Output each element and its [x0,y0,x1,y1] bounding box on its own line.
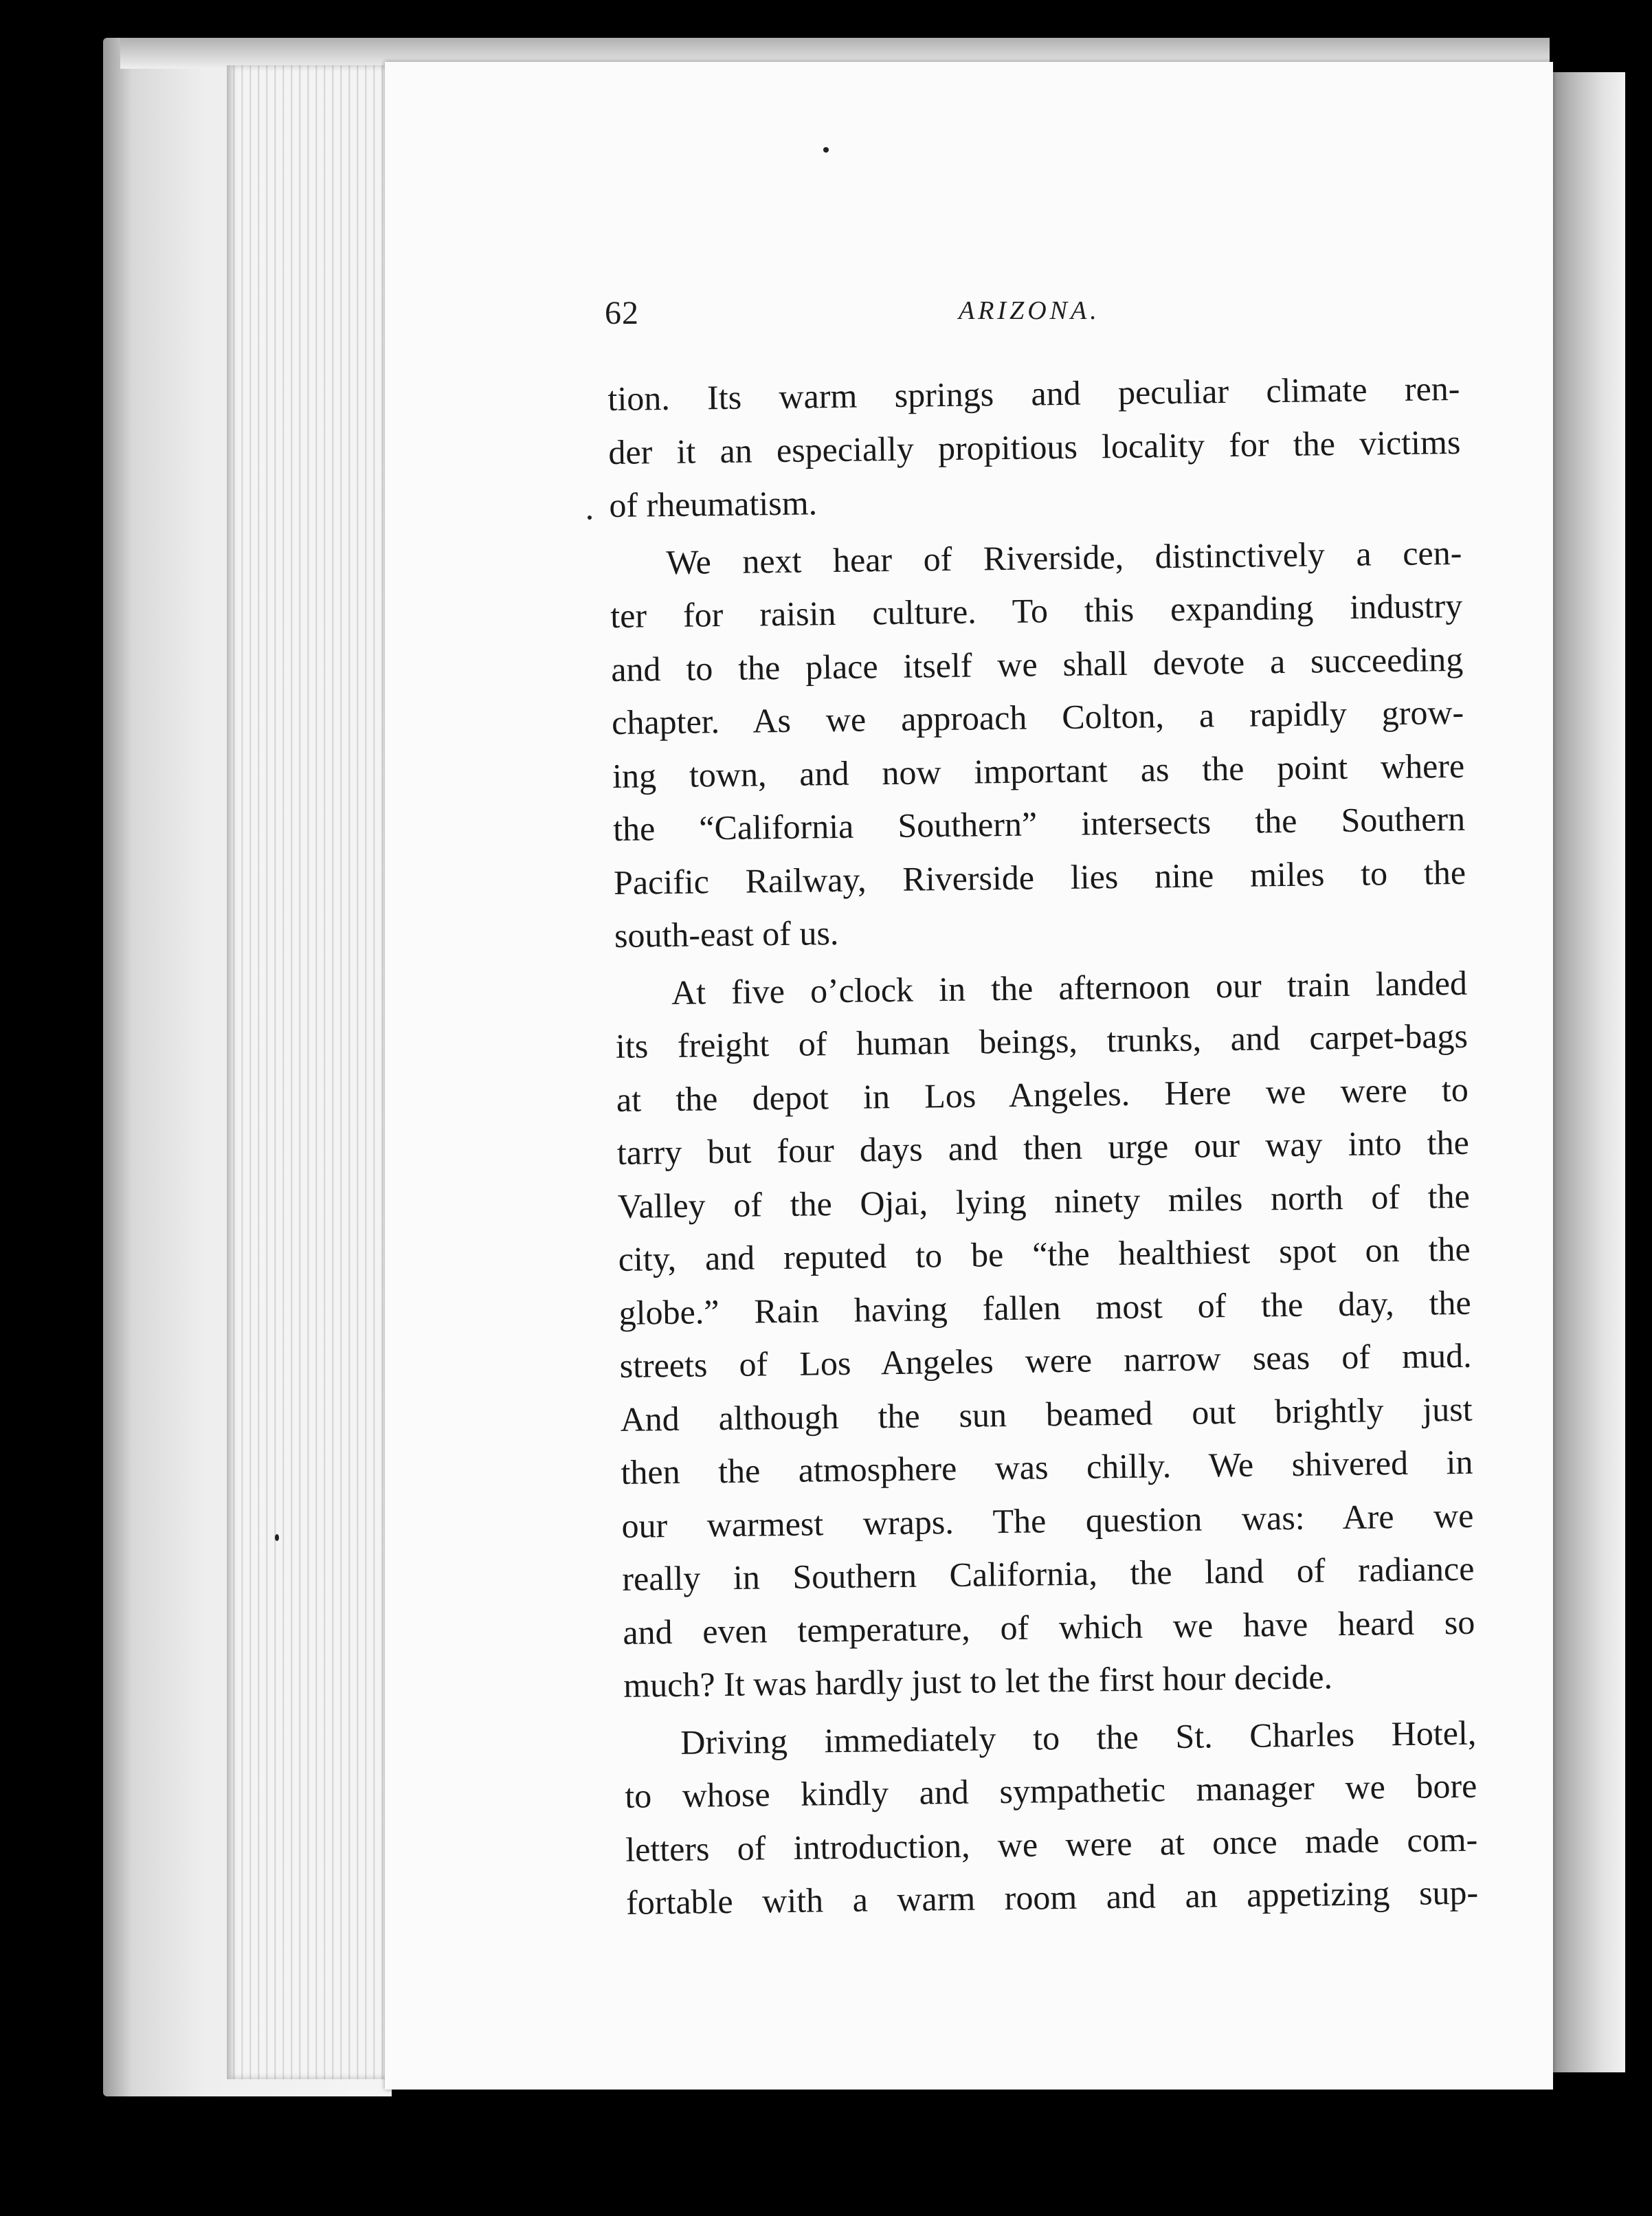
text-line: really in Southern California, the land of radiance [622,1549,1475,1598]
text-line: to whose kindly and sympathetic manager we bore [624,1766,1477,1815]
body-text [607,362,1479,1929]
text-line: tion. Its warm springs and peculiar climate ren- [607,368,1460,418]
page-number: 62 [605,295,639,331]
text-line: its freight of human beings, trunks, and carpet-bags [615,1016,1469,1065]
text-line: then the atmosphere was chilly. We shivered in [621,1442,1473,1492]
running-head: ARIZONA. [959,296,1100,325]
text-line: streets of Los Angeles were narrow seas of mud. [619,1336,1472,1385]
text-line: At five o’clock in the afternoon our train landed [671,963,1468,1012]
text-line: And although the sun beamed out brightly just [620,1389,1473,1439]
text-line: tarry but four days and then urge our way into the [616,1122,1470,1172]
text-line: at the depot in Los Angeles. Here we were to [616,1070,1469,1119]
text-line: much? It was hardly just to let the first hour decide. [623,1657,1333,1705]
text-line: der it an especially propitious locality for the victims [608,422,1461,472]
text-line: globe.” Rain having fallen most of the day, the [618,1283,1471,1332]
text-line: our warmest wraps. The question was: Are we [621,1496,1474,1545]
facing-page-edge [1550,72,1625,2072]
book-fore-edge-pages [227,65,399,2079]
text-line: and even temperature, of which we have heard so [623,1602,1475,1652]
text-line: fortable with a warm room and an appetizing sup- [625,1872,1479,1922]
text-line: We next hear of Riverside, distinctively a cen- [666,533,1462,581]
text-line: and to the place itself we shall devote a succeeding [610,639,1464,689]
text-line: chapter. As we approach Colton, a rapidly grow- [611,692,1464,742]
text-line: south-east of us. [614,913,839,955]
text-line: ing town, and now important as the point where [612,746,1465,795]
dust-speck [823,147,829,153]
text-line: ter for raisin culture. To this expanding industry [610,586,1463,635]
text-line: letters of introduction, we were at once made com- [625,1819,1478,1869]
text-line: Driving immediately to the St. Charles Hotel, [680,1713,1477,1762]
dust-speck [275,1534,279,1541]
text-line: city, and reputed to be “the healthiest spot on the [618,1229,1471,1278]
page-header [605,294,1457,349]
dust-speck [588,516,592,520]
text-line: the “California Southern” intersects the Southern [612,799,1466,848]
text-line: Pacific Railway, Riverside lies nine miles to the [613,852,1466,902]
text-line: Valley of the Ojai, lying ninety miles north of the [617,1176,1471,1226]
text-line: of rheumatism. [609,483,818,524]
